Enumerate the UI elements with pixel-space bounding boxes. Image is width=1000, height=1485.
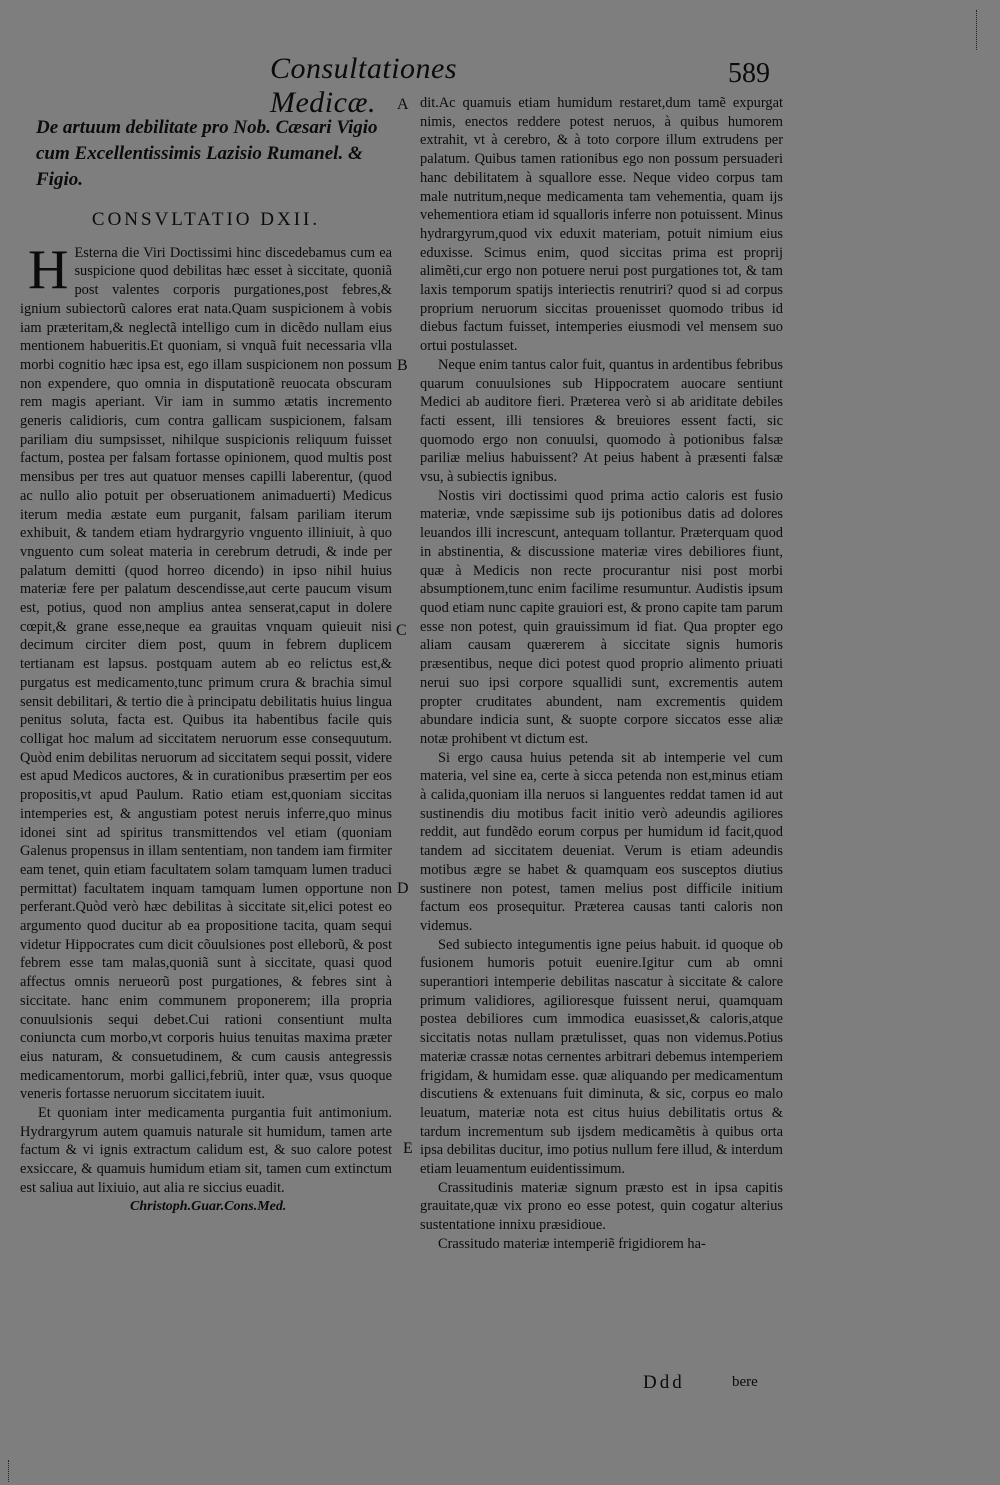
paragraph: dit.Ac quamuis etiam humidum restaret,dum tamẽ expurgat nimis, enectos reddere potest neruos, à quibus humorem extrahit, vt à cerebro, & à toto corpore illum extrudens per palatum. Quibus tamen rationibus ego non possum persuaderi hanc debilitatem à squallore esse. Neque video corpus tam male nutritum,neque medicamenta tam vehementia, quam ijs vehementiora etiam id squalloris inferre non potuissent. Minus hydrargyrum,quod vix eduxit materiam, potuit nimium eius eduxisse. Scimus enim, quod siccitas prima est proprij alimẽti,cur ergo non potuere nerui post purgationes tot, & tam laxis temporum spatijs interiectis renutriri? quod si ad corpus proprium neruorum siccitas prouenisset quomodo tribus id diebus factum fuisset, intemperies eiusmodi vel mensem suo ortui postulasset. [420, 95, 783, 355]
margin-letter-d: D [397, 880, 409, 897]
paragraph [20, 238, 392, 1104]
paragraph: Sed subiecto integumentis igne peius habuit. id quoque ob fusionem humoris potuit euenire.Igitur cum ab omni superantiori intemperie debilitas nascatur à siccitate & calore primum validiores, agilioresque fuissent nerui, quamquam postea debiliores cum immodica euasisset,& caloris,atque siccitatis notas nullam prætulisset, quas non videmus.Potius materiæ crassæ notas cernentes arbitrari debemus intemperiem frigidam, & humidam esse. quæ aliquando per medicamentum discutiens & extenuans fuit diminuta, & sic, corpus eo malo leuatum, materiæ nota est citus huius debilitatis ortus & tardum incrementum sub ijsdem medicamẽtis à quibus orta ipsa debilitas ducitur, imo potius nullum fere illud, & interdum etiam leuamentum euidentissimum. [420, 936, 783, 1178]
catchword: bere [732, 1374, 758, 1390]
paragraph: Si ergo causa huius petenda sit ab intemperie vel cum materia, vel sine ea, certe à sicca petenda non est,minus etiam à calida,quoniam illa neruos si languentes reddat tamen id aut sustinendis diu motibus facit initio verò adeundis agiliores reddit, aut fundẽdo eorum corpus per humidum id facit,quod tandem ad siccitatem deueniat. Verum is etiam adeundis motibus ægre se habet & quamquam eos susceptos diutius sustinere non potest, tamen melius post difficile initium factum eos prosequitur. Præterea causas tanti caloris non videmus. [420, 749, 783, 934]
margin-letter-a: A [397, 96, 409, 113]
paragraph: Et quoniam inter medicamenta purgantia fuit antimonium. Hydrargyrum autem quamuis naturale sit humidum, tamen arte factum & vi ignis extractum calidum est, & suo calore potest exsiccare, & quamuis humidum etiam sit, tamen cum extinctum est saliua aut lixiuio, aut alia re siccius euadit. [20, 1105, 392, 1196]
drop-capital: H [28, 238, 69, 301]
author-signature: Christoph.Guar.Cons.Med. [130, 1198, 287, 1214]
margin-letter-e: E [403, 1140, 413, 1157]
paragraph: Neque enim tantus calor fuit, quantus in ardentibus febribus quarum conuulsiones sub Hippocratem auocare sentiunt Medici ab auditore fieri. Præterea verò si ab ariditate debiles facti essent, illi tensiores & breuiores essent facti, sic quomodo ergo non conuulsi, quomodo à potionibus falsæ pariliæ melius habuissent? At peius habent à præsenti falsæ vsu, à subiectis ignibus. [420, 356, 783, 486]
paragraph: Crassitudinis materiæ signum præsto est in ipsa capitis grauitate,quæ vix prono eo esse potest, quin cogatur alterius sustentatione innixu præsidioue. [420, 1179, 783, 1234]
margin-letter-b: B [397, 357, 408, 374]
paragraph-text: Esterna die Viri Doctissimi hinc discedebamus cum ea suspicione quod debilitas hæc esset à siccitate, quoniã post valentes corporis purgationes,post febres,& ignium subiectorũ calores erat nata.Quam suspicionem à vobis iam præteritam,& neglectã intelligo cum in dicẽdo nullam eius mentionem habueritis.Et quoniam, si vnquã fuit necessaria vlla morbi cognitio hæc ipsa est, ego illam suspicionem non possum non expendere, quo omnia in disputationẽ reuocata obscuram rem magis aperiant. Vir iam in summo ætatis incremento generis calidioris, cum contra gallicam suspicionem, falsam pariliam diu sumpsisset, nihilque suspicionis reliquum fuisset factum, postea per falsam fortasse opinionem, quod multis post mensibus per tres aut quatuor menses capilli laberentur, (quod ac nullo alio potuit per obseruationem animaduerti) Medicus iterum media æstate eum purganit, falsam pariliam iterum exhibuit, & tandem etiam hydrargyrio vnguento illiniuit, à quo vnguento cum soleat materia in cerebrum detrudi, & inde per palatum demitti (quod horreo dicendo) in ipso nihil huius materiæ fere per palatum descendisse,aut certe paucum visum est, potius, quod non amplius antea senserat,caput in dolere cœpit,& grane esse,neque ea grauitas vnquam quieuit nisi decimum circiter diem post, quum in febrem duplicem tertianam est lapsus. postquam autem ab eo relictus est,& purgatus est medicamento,tunc primum crura & brachia simul sensit debilitari, & tertio die à principatu debilitatis huius lingua penitus soluta, facta est. Quibus ita habentibus facile quis colligat hoc malum ad siccitatem neruorum esse consequutum. Quòd enim debilitas neruorum ad siccitatem sequi possit, videre est apud Medicos auctores, & in curationibus præsertim per eos propositis,vt apud Paulum. Ratio etiam est,quoniam siccitas intemperies est, & angustiam potest neruis inferre,quo minus idonei sint ad spiritus transmittendos vel etiam (quoniam Galenus propensus in illam sententiam, non tandem iam firmiter eam tenet, quin etiam facultatem solam tamquam lumen traduci permittat) facultatem inquam tamquam lumen opportune non perferant.Quòd verò hæc debilitas à siccitate sit,elici potest eo argumento quod ducitur ab ea propositione tacita, quam sequi videtur Hippocrates cum dicit cõuulsiones post elleborũ, & post febrem esse tam malas,quoniã sunt à siccitate, quasi quod affectus omnis nerueorũ post purgationes, & febres sint à siccitate. hanc enim communem proponerem; illa propria conuulsionis sequi debet.Cui rationi consentiunt multa coniuncta cum morbo,vt corporis huius tenuitas maxima præter eius naturam, & consuetudinem, & cum causis antegressis medicamentorum, morbi gallici,febriũ, inter quæ, vsus quoque veneris fortasse neruorum siccitatem iuuit. [20, 244, 392, 1103]
page-number: 589 [728, 58, 770, 89]
scan-mark [8, 1460, 11, 1482]
consultation-number: CONSVLTATIO DXII. [91, 209, 321, 230]
margin-letter-c: C [396, 622, 407, 639]
scan-mark [976, 10, 979, 50]
left-column [20, 115, 392, 1216]
signature-mark: Ddd [643, 1372, 685, 1393]
running-title: Consultationes Medicæ. [270, 52, 458, 119]
paragraph: Crassitudo materiæ intemperiẽ frigidiorem ha- [438, 1235, 706, 1252]
right-column [420, 94, 783, 1254]
consultation-heading: De artuum debilitate pro Nob. Cæsari Vigio cum Excellentissimis Lazisio Rumanel. & Figio. [36, 117, 378, 190]
paragraph: Nostis viri doctissimi quod prima actio caloris est fusio materiæ, vnde sæpissime sub ijs potionibus datis ad dolores leuandos illi increscunt, antequam tollantur. Præterquam quod in abstinentia, & discussione materiæ vires debiliores fiunt, quæ à Medicis non recte procurantur nisi post morbi absumptionem,tunc enim facilime resumuntur. Audistis ipsum quod etiam nunc capite grauiori est, & prono capite tam parum esse non potest, quin grauissimum id fiat. Qua propter ego aliam causam quærerem à siccitate signis humoris præsentibus, neque dici potest quod proprio alimento priuati nerui suo ipsi corpore squallidi sunt, excrementis autem propter cruditates abundent, nam excrementis quidem abundare indicia sunt, & suopte corpore siccatos esse aliæ notæ prohibent vt dictum est. [420, 487, 783, 747]
